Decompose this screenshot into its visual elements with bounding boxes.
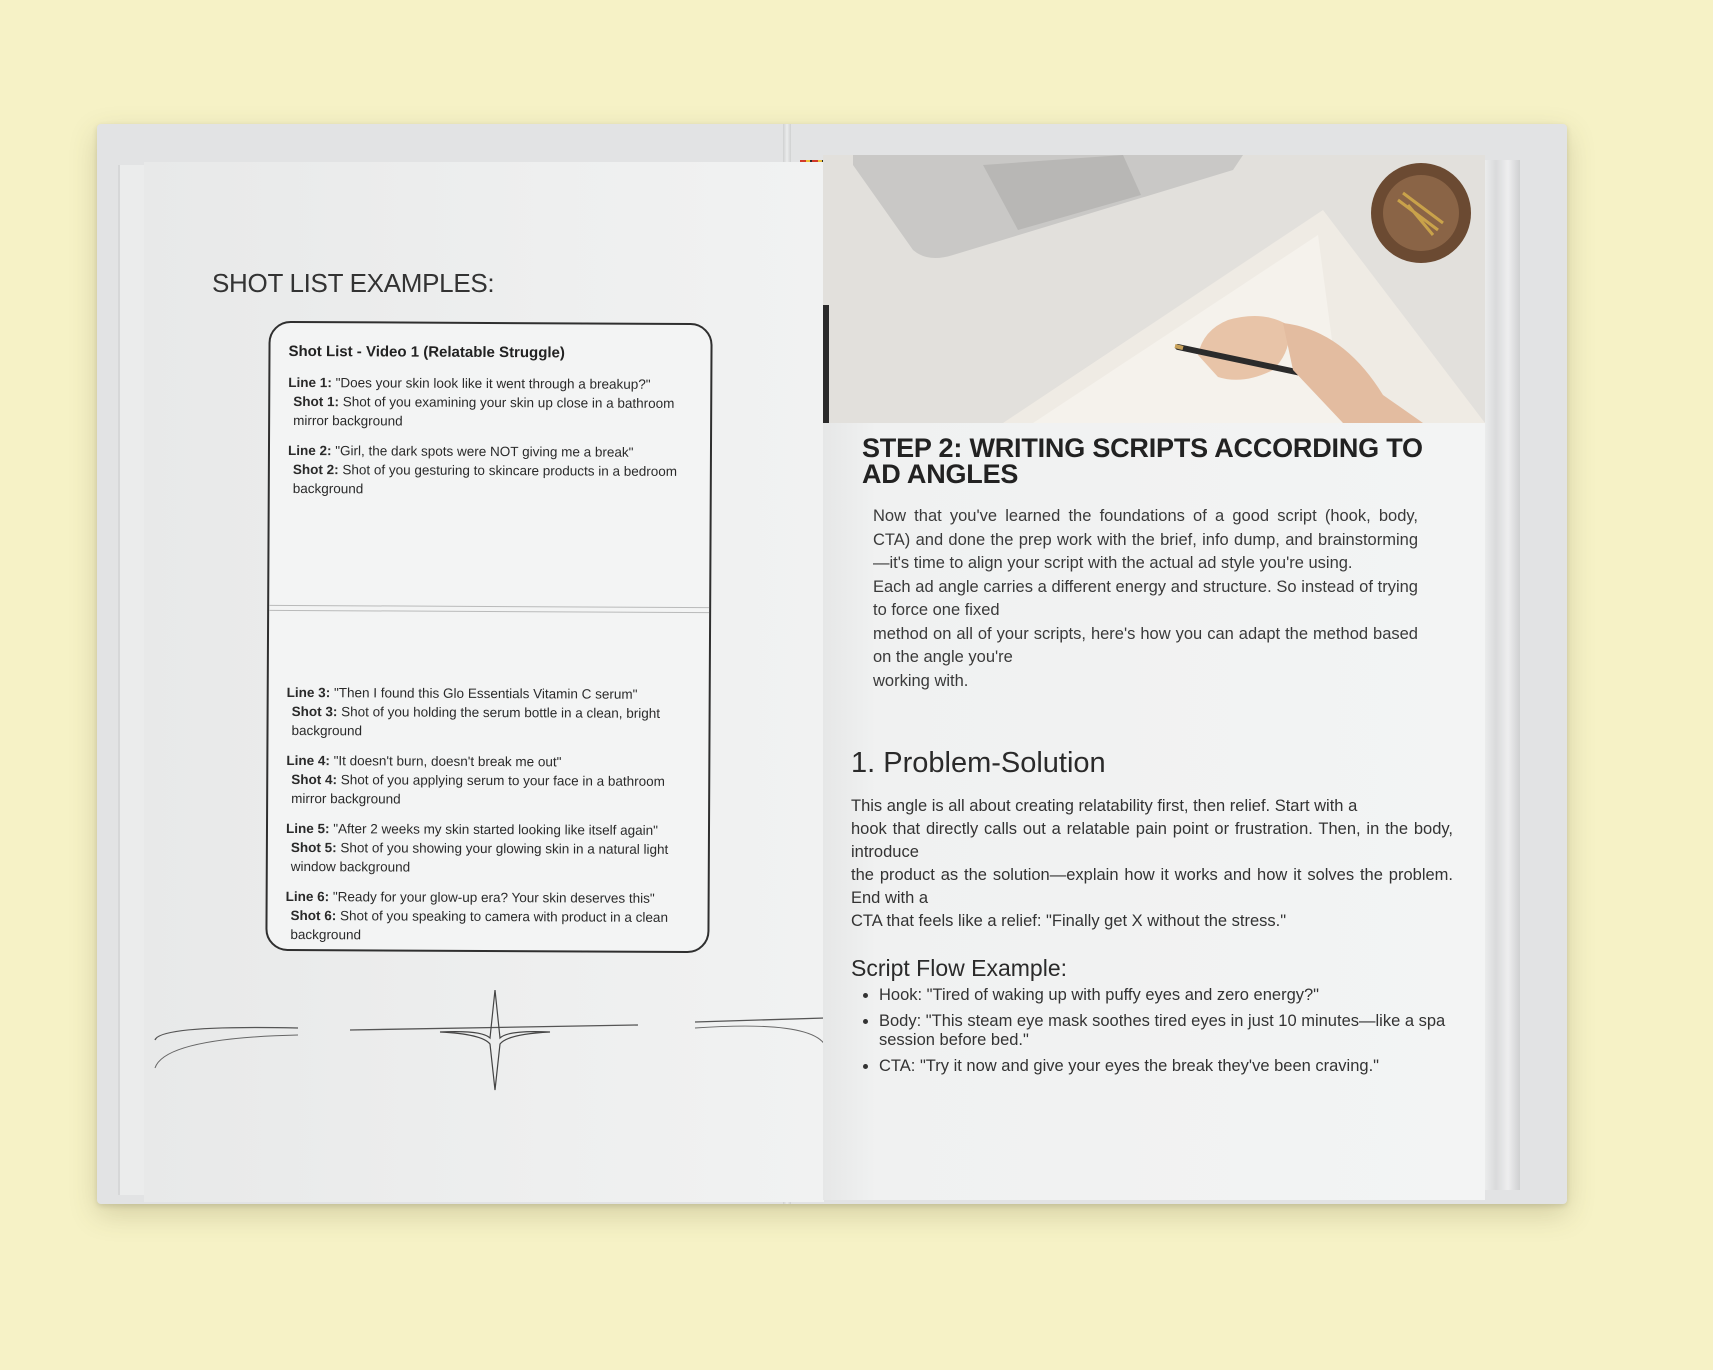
shot-text: Shot of you examining your skin up close in a bathroom mirror background bbox=[293, 394, 675, 429]
section-text: the product as the solution—explain how it works and how it solves the problem. End with a bbox=[851, 866, 1453, 907]
shot-label: Shot 4: bbox=[291, 771, 338, 788]
line-label: Line 6: bbox=[285, 888, 330, 905]
shot-label: Shot 1: bbox=[293, 393, 340, 410]
flow-item: • Body: "This steam eye mask soothes tired eyes in just 10 minutes—like a spa session before bed." bbox=[879, 1012, 1484, 1051]
section-text: hook that directly calls out a relatable pain point or frustration. Then, in the body, introduce bbox=[851, 820, 1453, 861]
shot-label: Shot 3: bbox=[291, 703, 338, 720]
shot-text: Shot of you applying serum to your face in a bathroom mirror background bbox=[291, 772, 665, 807]
right-page-stack bbox=[1480, 160, 1520, 1190]
shot-text: Shot of you speaking to camera with product in a clean background bbox=[290, 908, 669, 943]
flow-item: • CTA: "Try it now and give your eyes the break they've been craving." bbox=[879, 1057, 1484, 1077]
intro-paragraph bbox=[873, 505, 1418, 693]
shot-entry bbox=[288, 373, 698, 432]
intro-text: method on all of your scripts, here's how you can adapt the method based on the angle you're bbox=[873, 624, 1418, 666]
shot-text: Shot of you holding the serum bottle in a clean, bright background bbox=[291, 704, 661, 739]
intro-text: Each ad angle carries a different energy and structure. So instead of trying to force one fixed bbox=[873, 577, 1418, 619]
card-divider bbox=[269, 605, 709, 613]
line-text: "Does your skin look like it went through a breakup?" bbox=[331, 375, 651, 392]
desk-photo bbox=[823, 155, 1485, 423]
section-text: CTA that feels like a relief: "Finally get X without the stress." bbox=[851, 912, 1287, 930]
shot-list-title: SHOT LIST EXAMPLES: bbox=[212, 268, 495, 298]
line-text: "Then I found this Glo Essentials Vitamin C serum" bbox=[330, 685, 638, 702]
step-title: STEP 2: WRITING SCRIPTS ACCORDING TO AD ANGLES bbox=[862, 433, 1423, 489]
line-label: Line 1: bbox=[288, 374, 332, 391]
shot-text: Shot of you gesturing to skincare products in a bedroom background bbox=[292, 462, 678, 497]
section-body bbox=[851, 795, 1453, 933]
line-label: Line 3: bbox=[286, 684, 331, 701]
shot-text: Shot of you showing your glowing skin in a natural light window background bbox=[290, 840, 669, 875]
desk-writing-illustration bbox=[823, 155, 1485, 423]
shot-entry bbox=[286, 683, 696, 742]
line-text: "It doesn't burn, doesn't break me out" bbox=[329, 753, 562, 770]
shot-entry bbox=[288, 441, 698, 500]
intro-text: working with. bbox=[873, 671, 969, 690]
intro-text: Now that you've learned the foundations of a good script (hook, body, CTA) and done the prep work with the brief, info dump, and brainstorming—it's time to align your script with the actual ad style you're using. bbox=[873, 507, 1418, 572]
line-text: "After 2 weeks my skin started looking like itself again" bbox=[329, 821, 659, 838]
shot-list-heading: Shot List - Video 1 (Relatable Struggle) bbox=[288, 342, 565, 362]
shot-entry bbox=[285, 887, 695, 946]
shot-list-card bbox=[265, 321, 712, 953]
shot-label: Shot 2: bbox=[292, 461, 339, 478]
line-label: Line 4: bbox=[286, 752, 330, 769]
section-title: 1. Problem-Solution bbox=[851, 747, 1106, 779]
section-text: This angle is all about creating relatability first, then relief. Start with a bbox=[851, 797, 1358, 815]
flow-title: Script Flow Example: bbox=[851, 955, 1068, 981]
line-text: "Ready for your glow-up era? Your skin deserves this" bbox=[329, 889, 655, 906]
line-label: Line 2: bbox=[287, 442, 332, 459]
flow-item: • Hook: "Tired of waking up with puffy eyes and zero energy?" bbox=[879, 986, 1484, 1006]
flow-list bbox=[851, 986, 1484, 1082]
shot-entry bbox=[286, 751, 696, 810]
shot-label: Shot 5: bbox=[290, 839, 337, 856]
shot-entry bbox=[286, 819, 696, 878]
sparkle-divider-icon bbox=[150, 990, 830, 1100]
shot-label: Shot 6: bbox=[290, 907, 337, 924]
line-text: "Girl, the dark spots were NOT giving me a break" bbox=[331, 443, 634, 460]
line-label: Line 5: bbox=[285, 820, 330, 837]
